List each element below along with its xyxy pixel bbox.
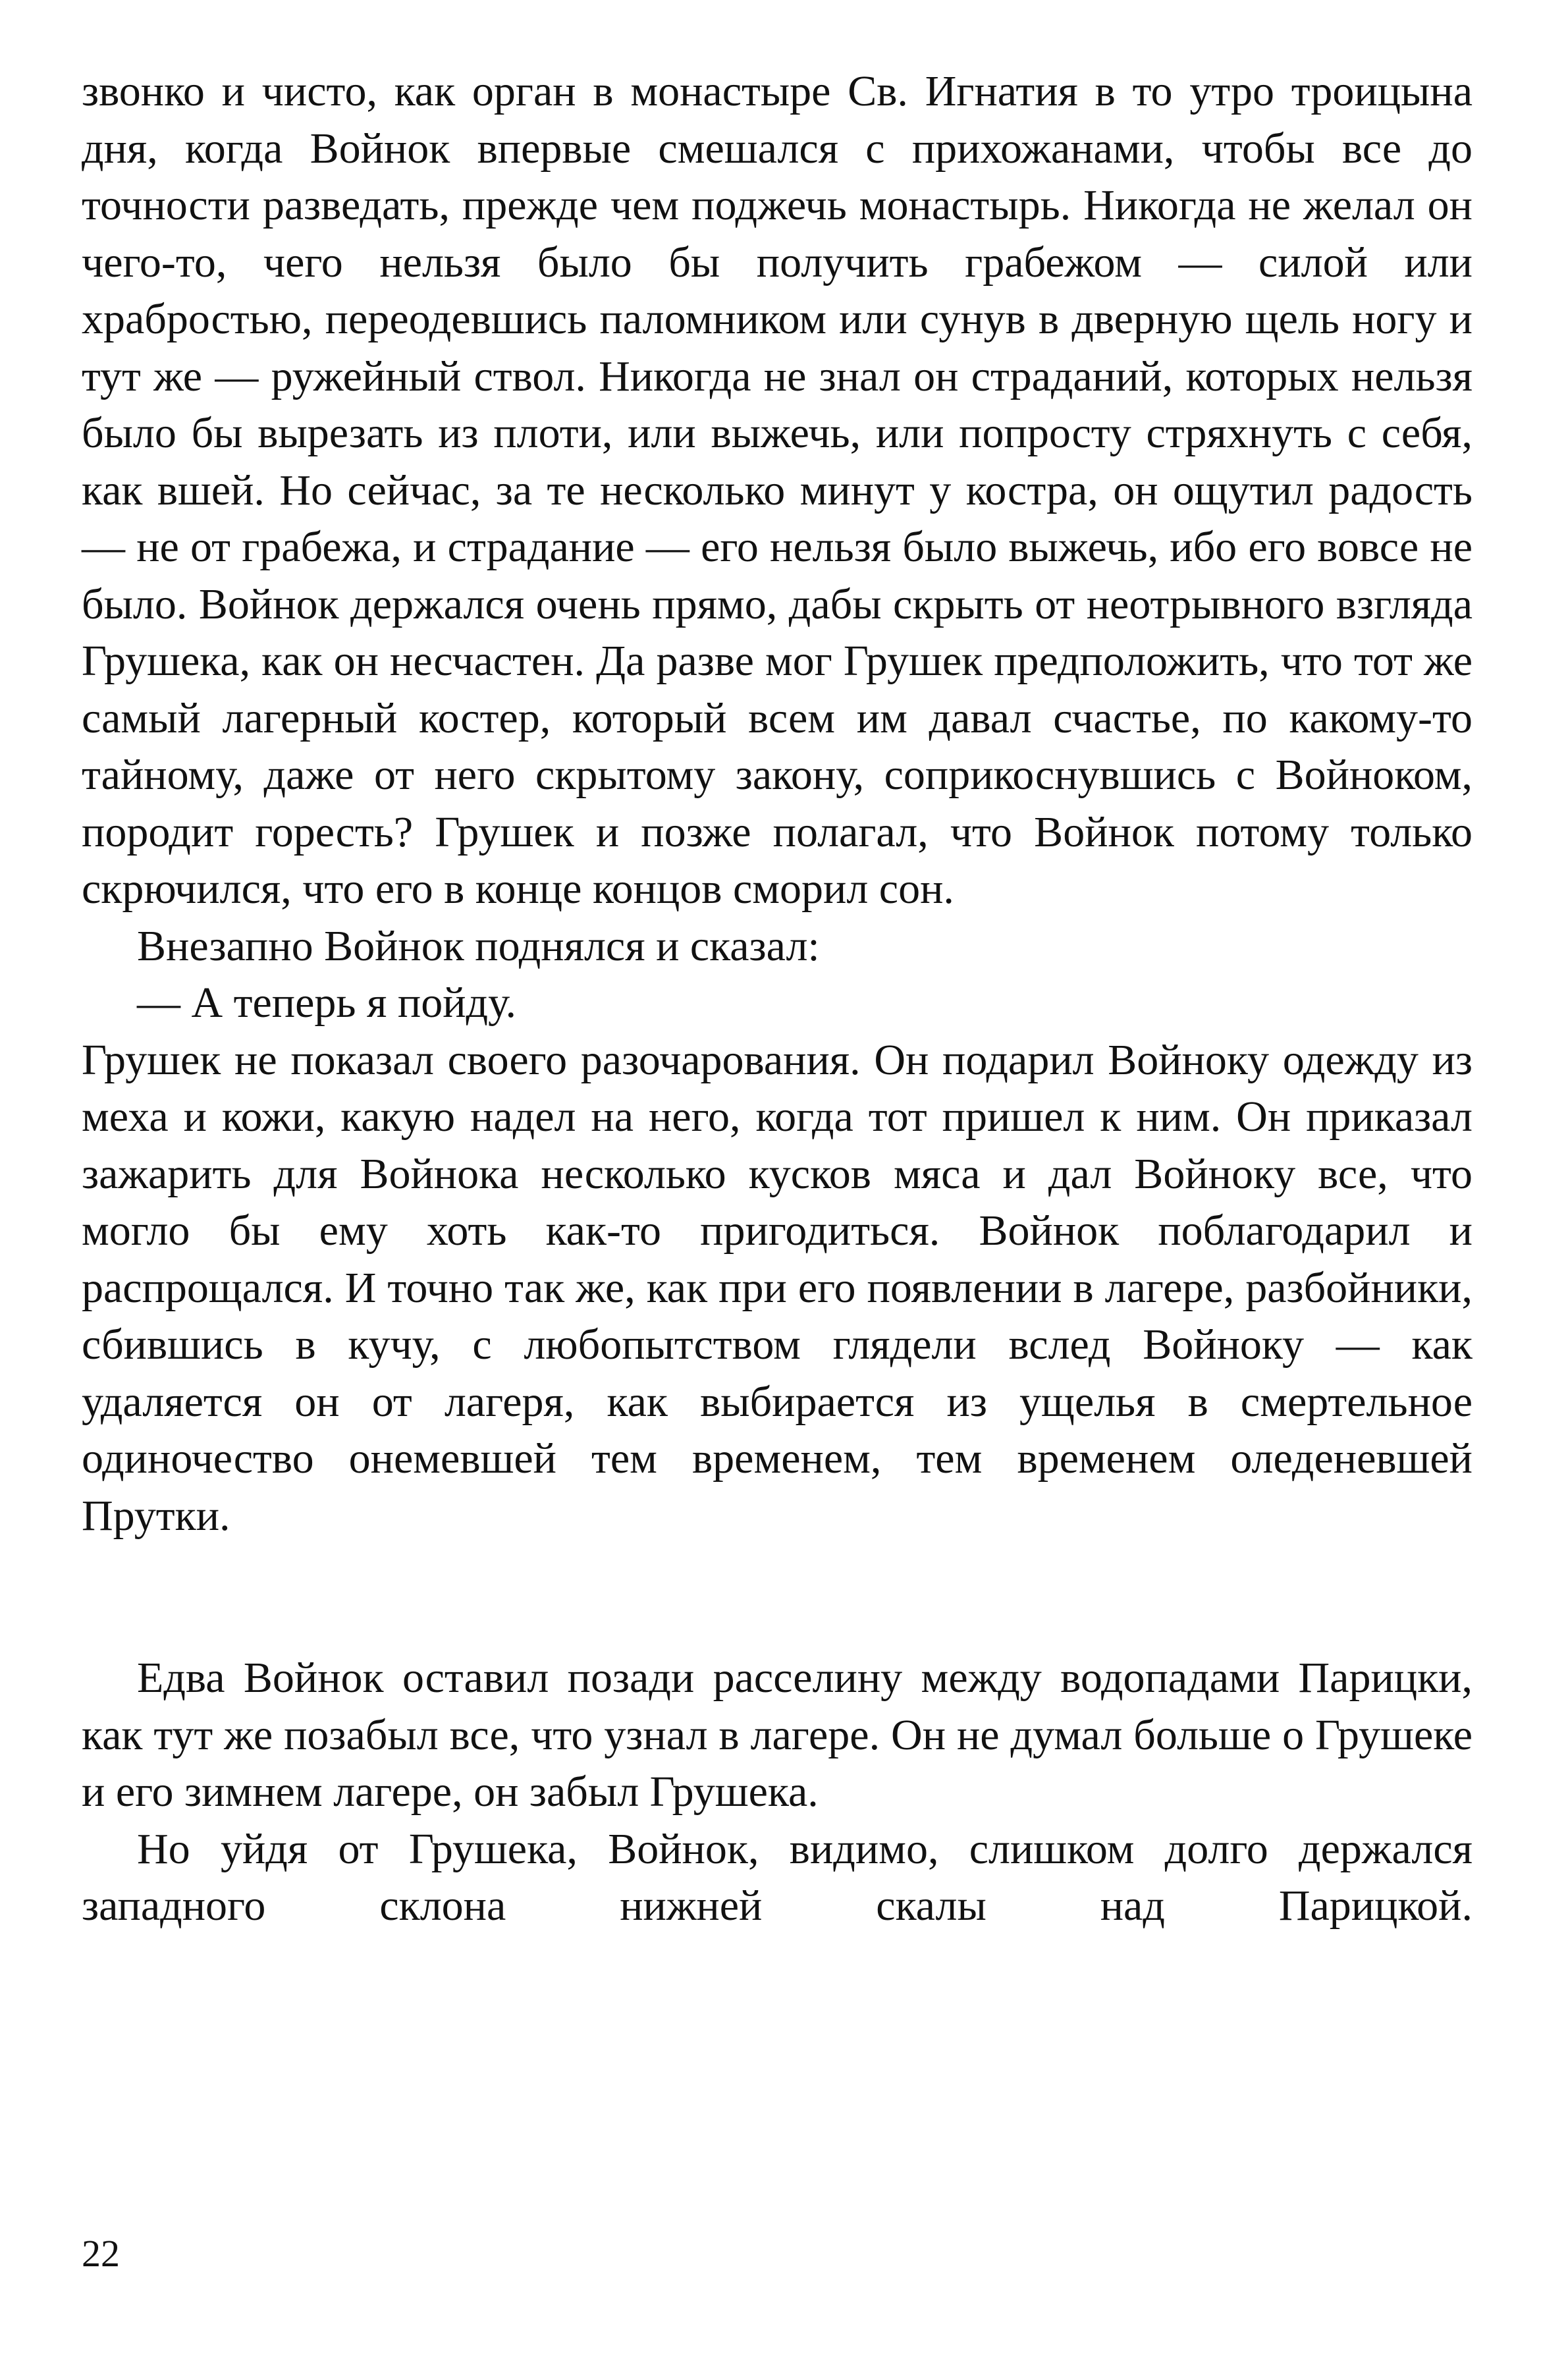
paragraph-2: Внезапно Войнок поднялся и сказал: bbox=[137, 921, 820, 970]
page-body bbox=[82, 63, 1473, 2342]
paragraph-5: Едва Войнок оставил позади расселину между водопадами Парицки, как тут же позабыл все, что узнал в лагере. Он не думал больше о Грушеке и его зимнем лагере, он забыл Грушека. bbox=[82, 1654, 1473, 1816]
paragraph-1: звонко и чисто, как орган в монастыре Св. Игнатия в то утро троицына дня, когда Войнок впервые смешался с прихожанами, чтобы все до точности разведать, прежде чем поджечь монастырь. Никогда не желал он чего-то, чего нельзя было бы получить грабежом — силой или храбростью, переодевшись паломником или сунув в дверную щель ногу и тут же — ружейный ствол. Никогда не знал он страданий, которых нельзя было бы вырезать из плоти, или выжечь, или попросту стряхнуть с себя, как вшей. Но сейчас, за те несколько минут у костра, он ощутил радость — не от грабежа, и страдание — его нельзя было выжечь, ибо его вовсе не было. Войнок держался очень прямо, дабы скрыть от неотрывного взгляда Грушека, как он несчастен. Да разве мог Грушек предположить, что тот же самый лагерный костер, который всем им давал счастье, по какому-то тайному, даже от него скрытому закону, соприкоснувшись с Войноком, породит горесть? Грушек и позже полагал, что Войнок потому только скрючился, что его в конце концов сморил сон. bbox=[82, 67, 1473, 913]
page-number: 22 bbox=[82, 2232, 120, 2275]
paragraph-6: Но уйдя от Грушека, Войнок, видимо, слишком долго держался западного склона нижней скалы над Парицкой. bbox=[82, 1824, 1473, 1930]
paragraph-3-dialogue: — А теперь я пойду. bbox=[137, 979, 516, 1027]
paragraph-4: Грушек не показал своего разочарования. Он подарил Войноку одежду из меха и кожи, какую надел на него, когда тот пришел к ним. Он приказал зажарить для Войнока несколько кусков мяса и дал Войноку все, что могло бы ему хоть как-то пригодиться. Войнок поблагодарил и распрощался. И точно так же, как при его появлении в лагере, разбойники, сбившись в кучу, с любопытством глядели вслед Войноку — как удаляется он от лагеря, как выбирается из ущелья в смертельное одиночество онемевшей тем временем, тем временем оледеневшей Прутки. bbox=[82, 1035, 1473, 1540]
section-break bbox=[82, 1544, 1473, 1650]
